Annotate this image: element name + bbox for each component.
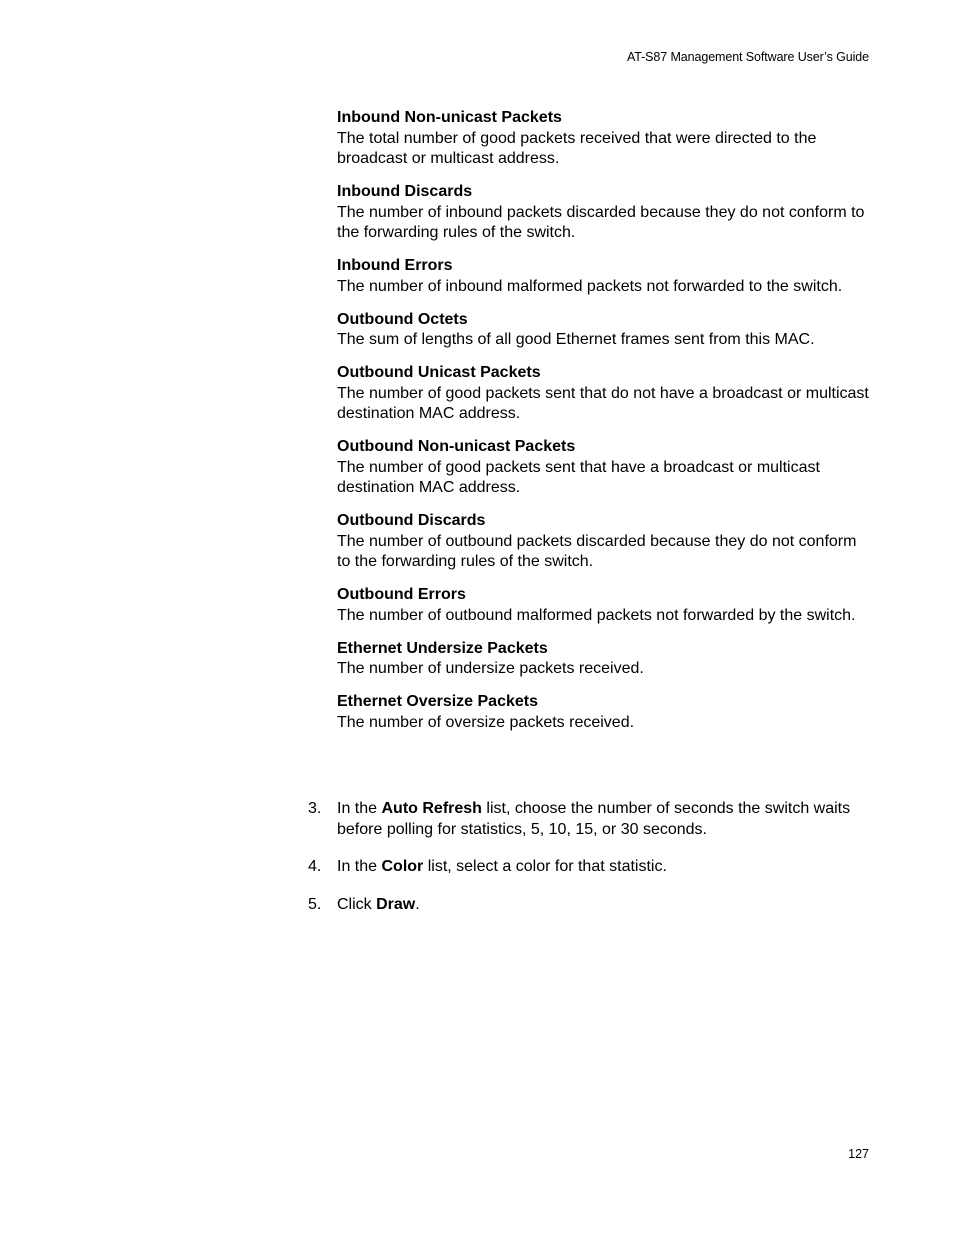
step-item bbox=[308, 857, 873, 878]
definition-item bbox=[337, 256, 872, 297]
ui-term-auto-refresh: Auto Refresh bbox=[381, 800, 482, 817]
definition-description: The sum of lengths of all good Ethernet frames sent from this MAC. bbox=[337, 331, 815, 348]
definition-description: The number of oversize packets received. bbox=[337, 713, 635, 731]
step-text-rest: list, select a color for that statistic. bbox=[423, 858, 667, 875]
step-number: 4. bbox=[308, 858, 322, 875]
step-text-lead: In the bbox=[337, 800, 382, 817]
definition-term: Inbound Discards bbox=[337, 183, 473, 200]
definition-description: The total number of good packets received that were directed to the broadcast or multicast address. bbox=[337, 129, 817, 167]
step-text-lead: Click bbox=[337, 895, 377, 913]
ui-term-draw: Draw bbox=[376, 895, 416, 913]
definition-description: The number of inbound packets discarded because they do not conform to the forwarding rules of the switch. bbox=[337, 203, 865, 241]
definition-term: Outbound Unicast Packets bbox=[337, 364, 541, 381]
step-text bbox=[337, 799, 873, 840]
definition-item bbox=[337, 182, 872, 244]
definition-item bbox=[337, 310, 872, 351]
definition-term: Outbound Non-unicast Packets bbox=[337, 438, 576, 455]
definition-item bbox=[337, 363, 872, 425]
step-text bbox=[337, 895, 873, 916]
definition-description: The number of outbound malformed packets not forwarded by the switch. bbox=[337, 606, 856, 624]
step-number: 3. bbox=[308, 800, 322, 817]
step-text bbox=[337, 857, 873, 878]
definition-term: Outbound Errors bbox=[337, 586, 466, 603]
definition-term: Outbound Octets bbox=[337, 310, 468, 328]
definition-description: The number of undersize packets received. bbox=[337, 660, 644, 677]
definition-term: Outbound Discards bbox=[337, 512, 486, 529]
definition-item bbox=[337, 437, 872, 499]
ui-term-color: Color bbox=[381, 858, 424, 875]
definition-list bbox=[337, 108, 872, 746]
page-number: 127 bbox=[848, 1147, 869, 1161]
definition-term: Inbound Errors bbox=[337, 257, 453, 274]
procedure-steps bbox=[308, 799, 873, 932]
step-item bbox=[308, 799, 873, 840]
step-text-rest: list, choose the number of seconds the switch waits before polling for statistics, 5, 10, 15, or 30 seconds. bbox=[337, 800, 851, 838]
running-header: AT-S87 Management Software User’s Guide bbox=[626, 50, 869, 64]
definition-item bbox=[337, 511, 872, 573]
step-text-rest: . bbox=[415, 895, 420, 913]
definition-description: The number of good packets sent that have a broadcast or multicast destination MAC address. bbox=[337, 458, 820, 496]
step-number: 5. bbox=[308, 895, 322, 913]
definition-term: Ethernet Undersize Packets bbox=[337, 639, 548, 657]
definition-item bbox=[337, 692, 872, 733]
step-text-lead: In the bbox=[337, 858, 382, 875]
definition-item bbox=[337, 108, 872, 170]
definition-term: Ethernet Oversize Packets bbox=[337, 693, 538, 710]
step-item bbox=[308, 895, 873, 916]
definition-item bbox=[337, 585, 872, 626]
definition-description: The number of outbound packets discarded because they do not conform to the forwarding rules of the switch. bbox=[337, 532, 857, 570]
definition-description: The number of good packets sent that do not have a broadcast or multicast destination MAC address. bbox=[337, 384, 869, 422]
definition-description: The number of inbound malformed packets not forwarded to the switch. bbox=[337, 277, 843, 295]
definition-item bbox=[337, 639, 872, 680]
definition-term: Inbound Non-unicast Packets bbox=[337, 109, 562, 126]
